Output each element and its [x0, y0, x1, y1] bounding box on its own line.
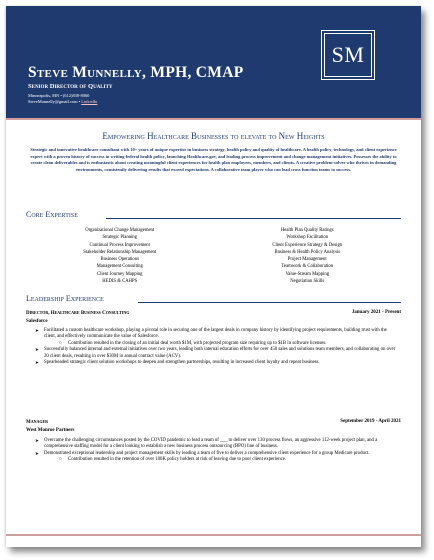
candidate-name: Steve Munnelly, MPH, CMAP: [28, 64, 244, 81]
skill-item: Business & Health Policy Analysis: [274, 249, 341, 255]
core-expertise-rule: [106, 218, 401, 219]
monogram-text: SM: [324, 33, 372, 77]
skill-item: Project Management: [287, 257, 327, 263]
location-phone: Minneapolis, MN • (612)838-8060: [28, 93, 90, 98]
circle-bullet-icon: ○: [59, 340, 62, 346]
job-1-company: Salesforce: [26, 319, 48, 324]
job-2-dates: September 2019 - April 2021: [340, 419, 401, 424]
monogram-logo: [321, 30, 375, 80]
skill-item: Teamwork & Collaboration: [281, 264, 334, 270]
list-item: ○ Contribution resulted in the closing of an initial deal worth $1M, with projected program size requiring up to $1B in software licenses.: [59, 340, 327, 346]
skills-right-column: [214, 227, 402, 285]
job-2-bullets: [26, 438, 398, 464]
list-item: ➤ Spearheaded strategic client solution workshops to deepen and strengthen partnerships, resulting in increased client loyalty and repeat business.: [35, 360, 320, 366]
leadership-rule: [138, 302, 401, 303]
summary-paragraph: Strategic and innovative healthcare consultant with 10+ years of unique expertise in business strategy, health policy and quality of healthcare. A health policy, technology, and client experience expert with a proven history of success in writing federal health policy, launching Healthcare.gov, and leading process improvement and change management initiatives. Possesses the ability to create clean deliverables and is enthusiastic about creating meaningful client experiences for health plan employees, members, and clients. A creative problem-solver who thrives in demanding environments, consistently delivering results that exceed expectations. A collaborative team player who can lead cross function teams to success.: [30, 147, 397, 172]
skills-grid: [26, 227, 401, 285]
list-item: ○ Contribution resulted in the retention of over 100K policy holders at risk of leaving due to poor client experience.: [59, 457, 287, 463]
list-item: ➤ Demonstrated exceptional leadership and project management skills by leading a team of five to deliver a comprehensive client experience for a group Medicare product.: [35, 450, 370, 456]
arrow-bullet-icon: ➤: [35, 360, 39, 366]
circle-bullet-icon: ○: [59, 457, 62, 463]
list-item: ➤ Facilitated a custom healthcare workshop, playing a pivotal role in securing one of the largest deals in company history by identifying project requirements, building trust with the client, and effectively communicate the value of Salesforce.: [35, 328, 387, 340]
leadership-heading: Leadership Experience: [26, 294, 104, 303]
arrow-bullet-icon: ➤: [35, 438, 39, 443]
skill-item: Continual Process Improvement: [89, 242, 150, 248]
email-address: SteveMunnelly@gmail.com •: [28, 98, 81, 104]
headline: Empowering Healthcare Businesses to elevate to New Heights: [102, 131, 325, 141]
job-1-header: [26, 310, 401, 316]
job-1-title: Director, Healthcare Business Consulting: [26, 311, 130, 316]
core-expertise-heading: Core Expertise: [26, 210, 78, 219]
job-2-title: Manager: [26, 420, 49, 425]
arrow-bullet-icon: ➤: [35, 328, 39, 333]
job-1-dates: January 2021 - Present: [351, 310, 401, 315]
skill-item: Workshop Facilitation: [286, 235, 329, 241]
candidate-title: Senior Director of Quality: [28, 83, 113, 90]
skill-item: Stakeholder Relationship Management: [83, 249, 157, 255]
skills-left-column: [26, 227, 214, 285]
skill-item: Negotiation Skills: [290, 279, 325, 285]
skill-item: Health Plan Quality Ratings: [280, 228, 334, 233]
job-1-bullets: [26, 328, 398, 366]
linkedin-link[interactable]: LinkedIn: [81, 98, 98, 104]
skill-item: Value-Stream Mapping: [285, 271, 330, 277]
resume-page: [6, 6, 421, 547]
skill-item: HEDIS & CAHPS: [102, 279, 138, 285]
arrow-bullet-icon: ➤: [35, 450, 39, 456]
list-item: ➤ Overcame the challenging circumstances posted by the COVID pandemic to lead a team of ___ to deliver over 130 process flows, an aggressive 112-week project plan, and a comprehensive staffing model for a client looking to establish a new business process outsourcing (BPO) line of business.: [35, 438, 378, 450]
skill-item: Business Operations: [100, 257, 139, 263]
job-2-company: West Monroe Partners: [26, 428, 75, 433]
resume-header: [6, 6, 421, 118]
skill-item: Strategic Planning: [102, 235, 137, 241]
list-item: ➤ Successfully balanced internal and external initiatives over two years, leading both internal education efforts for over 450 sales and solutions team members, and collaborating on over 20 client deals, resulting in over $30M in annual contract value (ACV).: [35, 347, 396, 359]
email-line: [28, 99, 97, 105]
skill-item: Client Journey Mapping: [96, 271, 143, 277]
job-2-header: [26, 419, 401, 425]
skill-item: Organizational Change Management: [85, 228, 155, 233]
header-divider: [6, 118, 421, 120]
footer-divider: [6, 534, 421, 536]
skill-item: Client Experience Strategy & Design: [272, 242, 343, 248]
contact-info: [28, 93, 97, 104]
skill-item: Management Consulting: [96, 264, 143, 270]
arrow-bullet-icon: ➤: [35, 347, 39, 353]
